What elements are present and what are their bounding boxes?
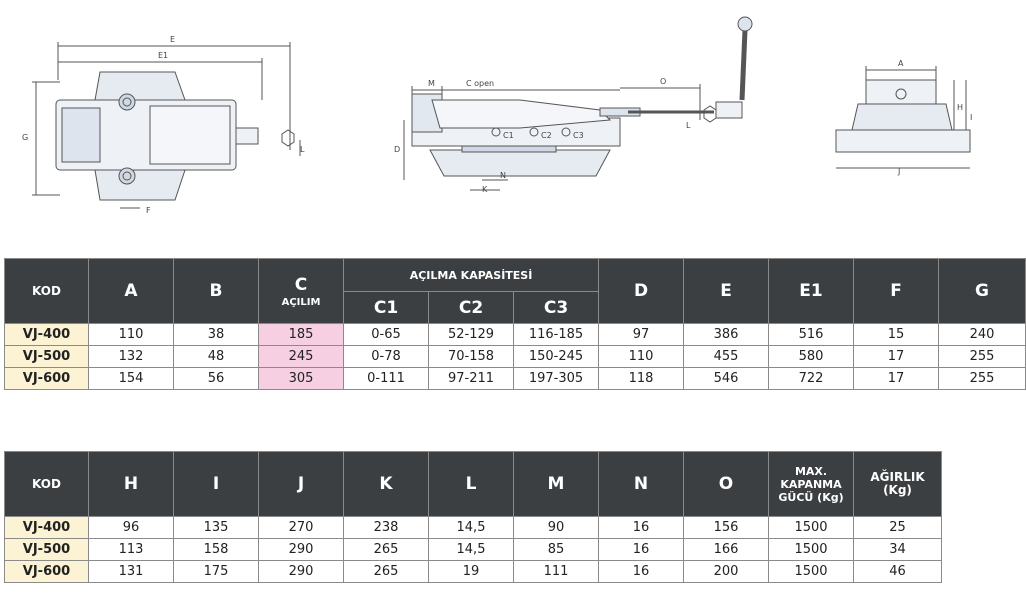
cell-kod: VJ-500: [5, 539, 89, 561]
cell-e: 386: [684, 324, 769, 346]
cell-kod: VJ-400: [5, 324, 89, 346]
weight-label-line2: (Kg): [883, 483, 912, 497]
cell-k: 238: [344, 517, 429, 539]
cell-max: 1500: [769, 539, 854, 561]
cell-n: 16: [599, 539, 684, 561]
col-n: N: [599, 452, 684, 517]
technical-drawings: [0, 0, 1026, 250]
max-label-line2: KAPANMA: [780, 477, 842, 491]
table2-body: [5, 517, 942, 583]
svg-text:J: J: [898, 167, 901, 176]
cell-h: 96: [89, 517, 174, 539]
cell-c1: 0-65: [344, 324, 429, 346]
cell-c2: 70-158: [429, 346, 514, 368]
vise-side-view: [404, 17, 752, 190]
cell-c1: 0-111: [344, 368, 429, 390]
cell-kod: VJ-400: [5, 517, 89, 539]
col-e: E: [684, 259, 769, 324]
col-c1: C1: [344, 292, 429, 324]
cell-m: 90: [514, 517, 599, 539]
col-i: I: [174, 452, 259, 517]
cell-a: 110: [89, 324, 174, 346]
cell-c2: 52-129: [429, 324, 514, 346]
cell-l: 14,5: [429, 539, 514, 561]
col-weight: [854, 452, 942, 517]
svg-text:O: O: [660, 77, 667, 86]
svg-text:C1: C1: [503, 131, 514, 140]
cell-e: 455: [684, 346, 769, 368]
cell-e1: 722: [769, 368, 854, 390]
cell-c1: 0-78: [344, 346, 429, 368]
cell-i: 135: [174, 517, 259, 539]
col-kod: KOD: [5, 452, 89, 517]
spec-table-2: [4, 451, 942, 583]
col-l: L: [429, 452, 514, 517]
cell-j: 270: [259, 517, 344, 539]
cell-f: 15: [854, 324, 939, 346]
cell-w: 25: [854, 517, 942, 539]
cell-w: 46: [854, 561, 942, 583]
col-c2: C2: [429, 292, 514, 324]
max-label-line3: GÜCÜ (Kg): [778, 490, 844, 504]
cell-j: 290: [259, 539, 344, 561]
col-c3: C3: [514, 292, 599, 324]
col-h: H: [89, 452, 174, 517]
svg-text:E1: E1: [158, 51, 169, 60]
svg-text:K: K: [482, 185, 488, 194]
cell-i: 158: [174, 539, 259, 561]
cell-m: 85: [514, 539, 599, 561]
col-f: F: [854, 259, 939, 324]
col-max-clamping-force: [769, 452, 854, 517]
vise-front-view: [836, 66, 973, 168]
cell-d: 110: [599, 346, 684, 368]
cell-a: 154: [89, 368, 174, 390]
max-label-line1: MAX.: [794, 464, 828, 478]
cell-e: 546: [684, 368, 769, 390]
cell-b: 56: [174, 368, 259, 390]
col-b: B: [174, 259, 259, 324]
svg-text:C2: C2: [541, 131, 552, 140]
col-e1: E1: [769, 259, 854, 324]
cell-c: 305: [259, 368, 344, 390]
cell-n: 16: [599, 517, 684, 539]
svg-text:M: M: [428, 79, 435, 88]
cell-k: 265: [344, 561, 429, 583]
cell-l: 14,5: [429, 517, 514, 539]
cell-c3: 197-305: [514, 368, 599, 390]
cell-a: 132: [89, 346, 174, 368]
table-row: [5, 368, 1026, 390]
cell-j: 290: [259, 561, 344, 583]
cell-max: 1500: [769, 561, 854, 583]
col-d: D: [599, 259, 684, 324]
cell-kod: VJ-600: [5, 561, 89, 583]
table2-header-row: [5, 452, 942, 517]
drawing-canvas: [0, 0, 1026, 250]
col-a: A: [89, 259, 174, 324]
svg-text:C3: C3: [573, 131, 584, 140]
cell-w: 34: [854, 539, 942, 561]
cell-c3: 150-245: [514, 346, 599, 368]
table1-header-row: [5, 259, 1026, 292]
cell-max: 1500: [769, 517, 854, 539]
cell-l: 19: [429, 561, 514, 583]
col-j: J: [259, 452, 344, 517]
svg-text:A: A: [898, 59, 904, 68]
cell-n: 16: [599, 561, 684, 583]
col-k: K: [344, 452, 429, 517]
cell-g: 255: [939, 368, 1026, 390]
svg-text:I: I: [970, 113, 973, 122]
cell-f: 17: [854, 368, 939, 390]
col-group-capacity: AÇILMA KAPASİTESİ: [344, 259, 599, 292]
weight-label-line1: AĞIRLIK: [870, 470, 925, 484]
col-g: G: [939, 259, 1026, 324]
svg-text:L: L: [300, 145, 305, 154]
cell-c: 245: [259, 346, 344, 368]
cell-d: 118: [599, 368, 684, 390]
cell-c: 185: [259, 324, 344, 346]
col-o: O: [684, 452, 769, 517]
cell-o: 156: [684, 517, 769, 539]
spec-table-1: [4, 258, 1026, 390]
table-row: [5, 517, 942, 539]
svg-text:G: G: [22, 133, 29, 142]
cell-k: 265: [344, 539, 429, 561]
cell-g: 255: [939, 346, 1026, 368]
table-row: [5, 346, 1026, 368]
cell-c2: 97-211: [429, 368, 514, 390]
cell-d: 97: [599, 324, 684, 346]
col-kod: KOD: [5, 259, 89, 324]
cell-g: 240: [939, 324, 1026, 346]
table-row: [5, 561, 942, 583]
cell-f: 17: [854, 346, 939, 368]
cell-h: 131: [89, 561, 174, 583]
svg-text:H: H: [957, 103, 964, 112]
col-c-title: C: [294, 274, 308, 295]
table1-body: [5, 324, 1026, 390]
cell-i: 175: [174, 561, 259, 583]
cell-o: 200: [684, 561, 769, 583]
svg-text:L: L: [686, 121, 691, 130]
cell-kod: VJ-600: [5, 368, 89, 390]
svg-text:E: E: [170, 35, 176, 44]
table-row: [5, 324, 1026, 346]
cell-h: 113: [89, 539, 174, 561]
cell-m: 111: [514, 561, 599, 583]
cell-b: 38: [174, 324, 259, 346]
cell-b: 48: [174, 346, 259, 368]
svg-text:C open: C open: [466, 79, 495, 88]
vise-top-view: [32, 42, 300, 208]
table-row: [5, 539, 942, 561]
cell-o: 166: [684, 539, 769, 561]
cell-c3: 116-185: [514, 324, 599, 346]
svg-text:N: N: [500, 171, 506, 180]
cell-e1: 580: [769, 346, 854, 368]
cell-e1: 516: [769, 324, 854, 346]
cell-kod: VJ-500: [5, 346, 89, 368]
col-m: M: [514, 452, 599, 517]
svg-text:F: F: [146, 206, 151, 215]
col-c: [259, 259, 344, 324]
col-c-subtitle: AÇILIM: [281, 296, 321, 308]
svg-text:D: D: [394, 145, 401, 154]
